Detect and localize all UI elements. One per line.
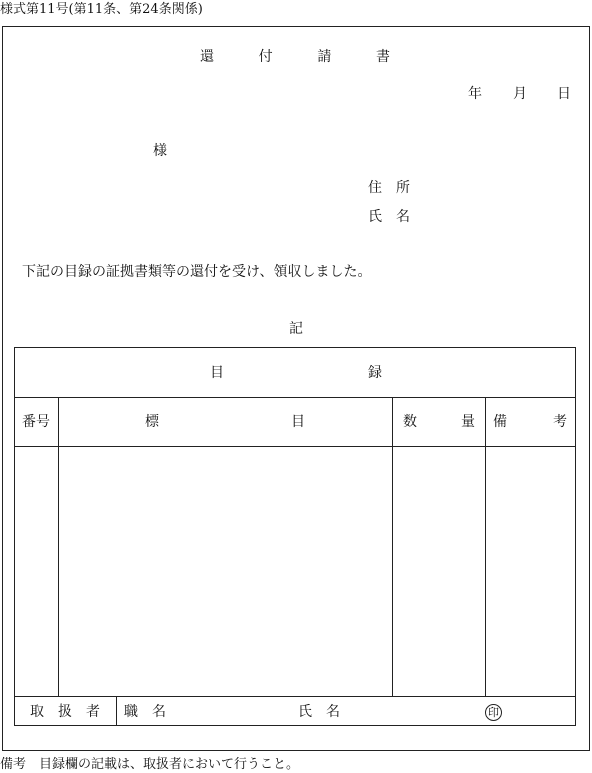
ki-heading: 記: [289, 321, 303, 337]
name-label: 氏 名: [368, 209, 410, 225]
table-divider: [485, 397, 486, 696]
col-remarks-header: 備 考: [493, 414, 567, 430]
handler-name-label: 氏 名: [298, 704, 340, 720]
address-label: 住 所: [368, 180, 410, 196]
document-title: [200, 50, 390, 64]
table-divider: [14, 446, 576, 447]
table-divider: [116, 696, 117, 726]
seal-mark: 印: [485, 704, 502, 721]
col-number-header: 番号: [22, 414, 50, 430]
col-item-header: 標 目: [145, 414, 305, 430]
col-quantity-header: 数 量: [403, 414, 475, 430]
date-day: 日: [557, 86, 571, 102]
addressee-suffix: 様: [153, 143, 167, 159]
title-char: 還: [200, 49, 214, 65]
table-divider: [58, 397, 59, 696]
form-number: 様式第11号(第11条、第24条関係): [0, 2, 203, 17]
date-year: 年: [468, 86, 482, 102]
note-text: 備考 目録欄の記載は、取扱者において行うこと。: [0, 757, 300, 772]
catalog-table: [14, 347, 576, 726]
table-divider: [14, 397, 576, 398]
statement-text: 下記の目録の証拠書類等の還付を受け、領収しました。: [22, 264, 372, 280]
catalog-header: 目 録: [210, 365, 382, 381]
date-month: 月: [513, 86, 527, 102]
title-char: 書: [375, 49, 390, 65]
table-divider: [392, 397, 393, 696]
handler-label: 取 扱 者: [30, 704, 100, 720]
title-char: 付: [258, 49, 273, 65]
table-divider: [14, 696, 576, 697]
position-label: 職 名: [124, 704, 166, 720]
title-char: 請: [317, 49, 332, 65]
